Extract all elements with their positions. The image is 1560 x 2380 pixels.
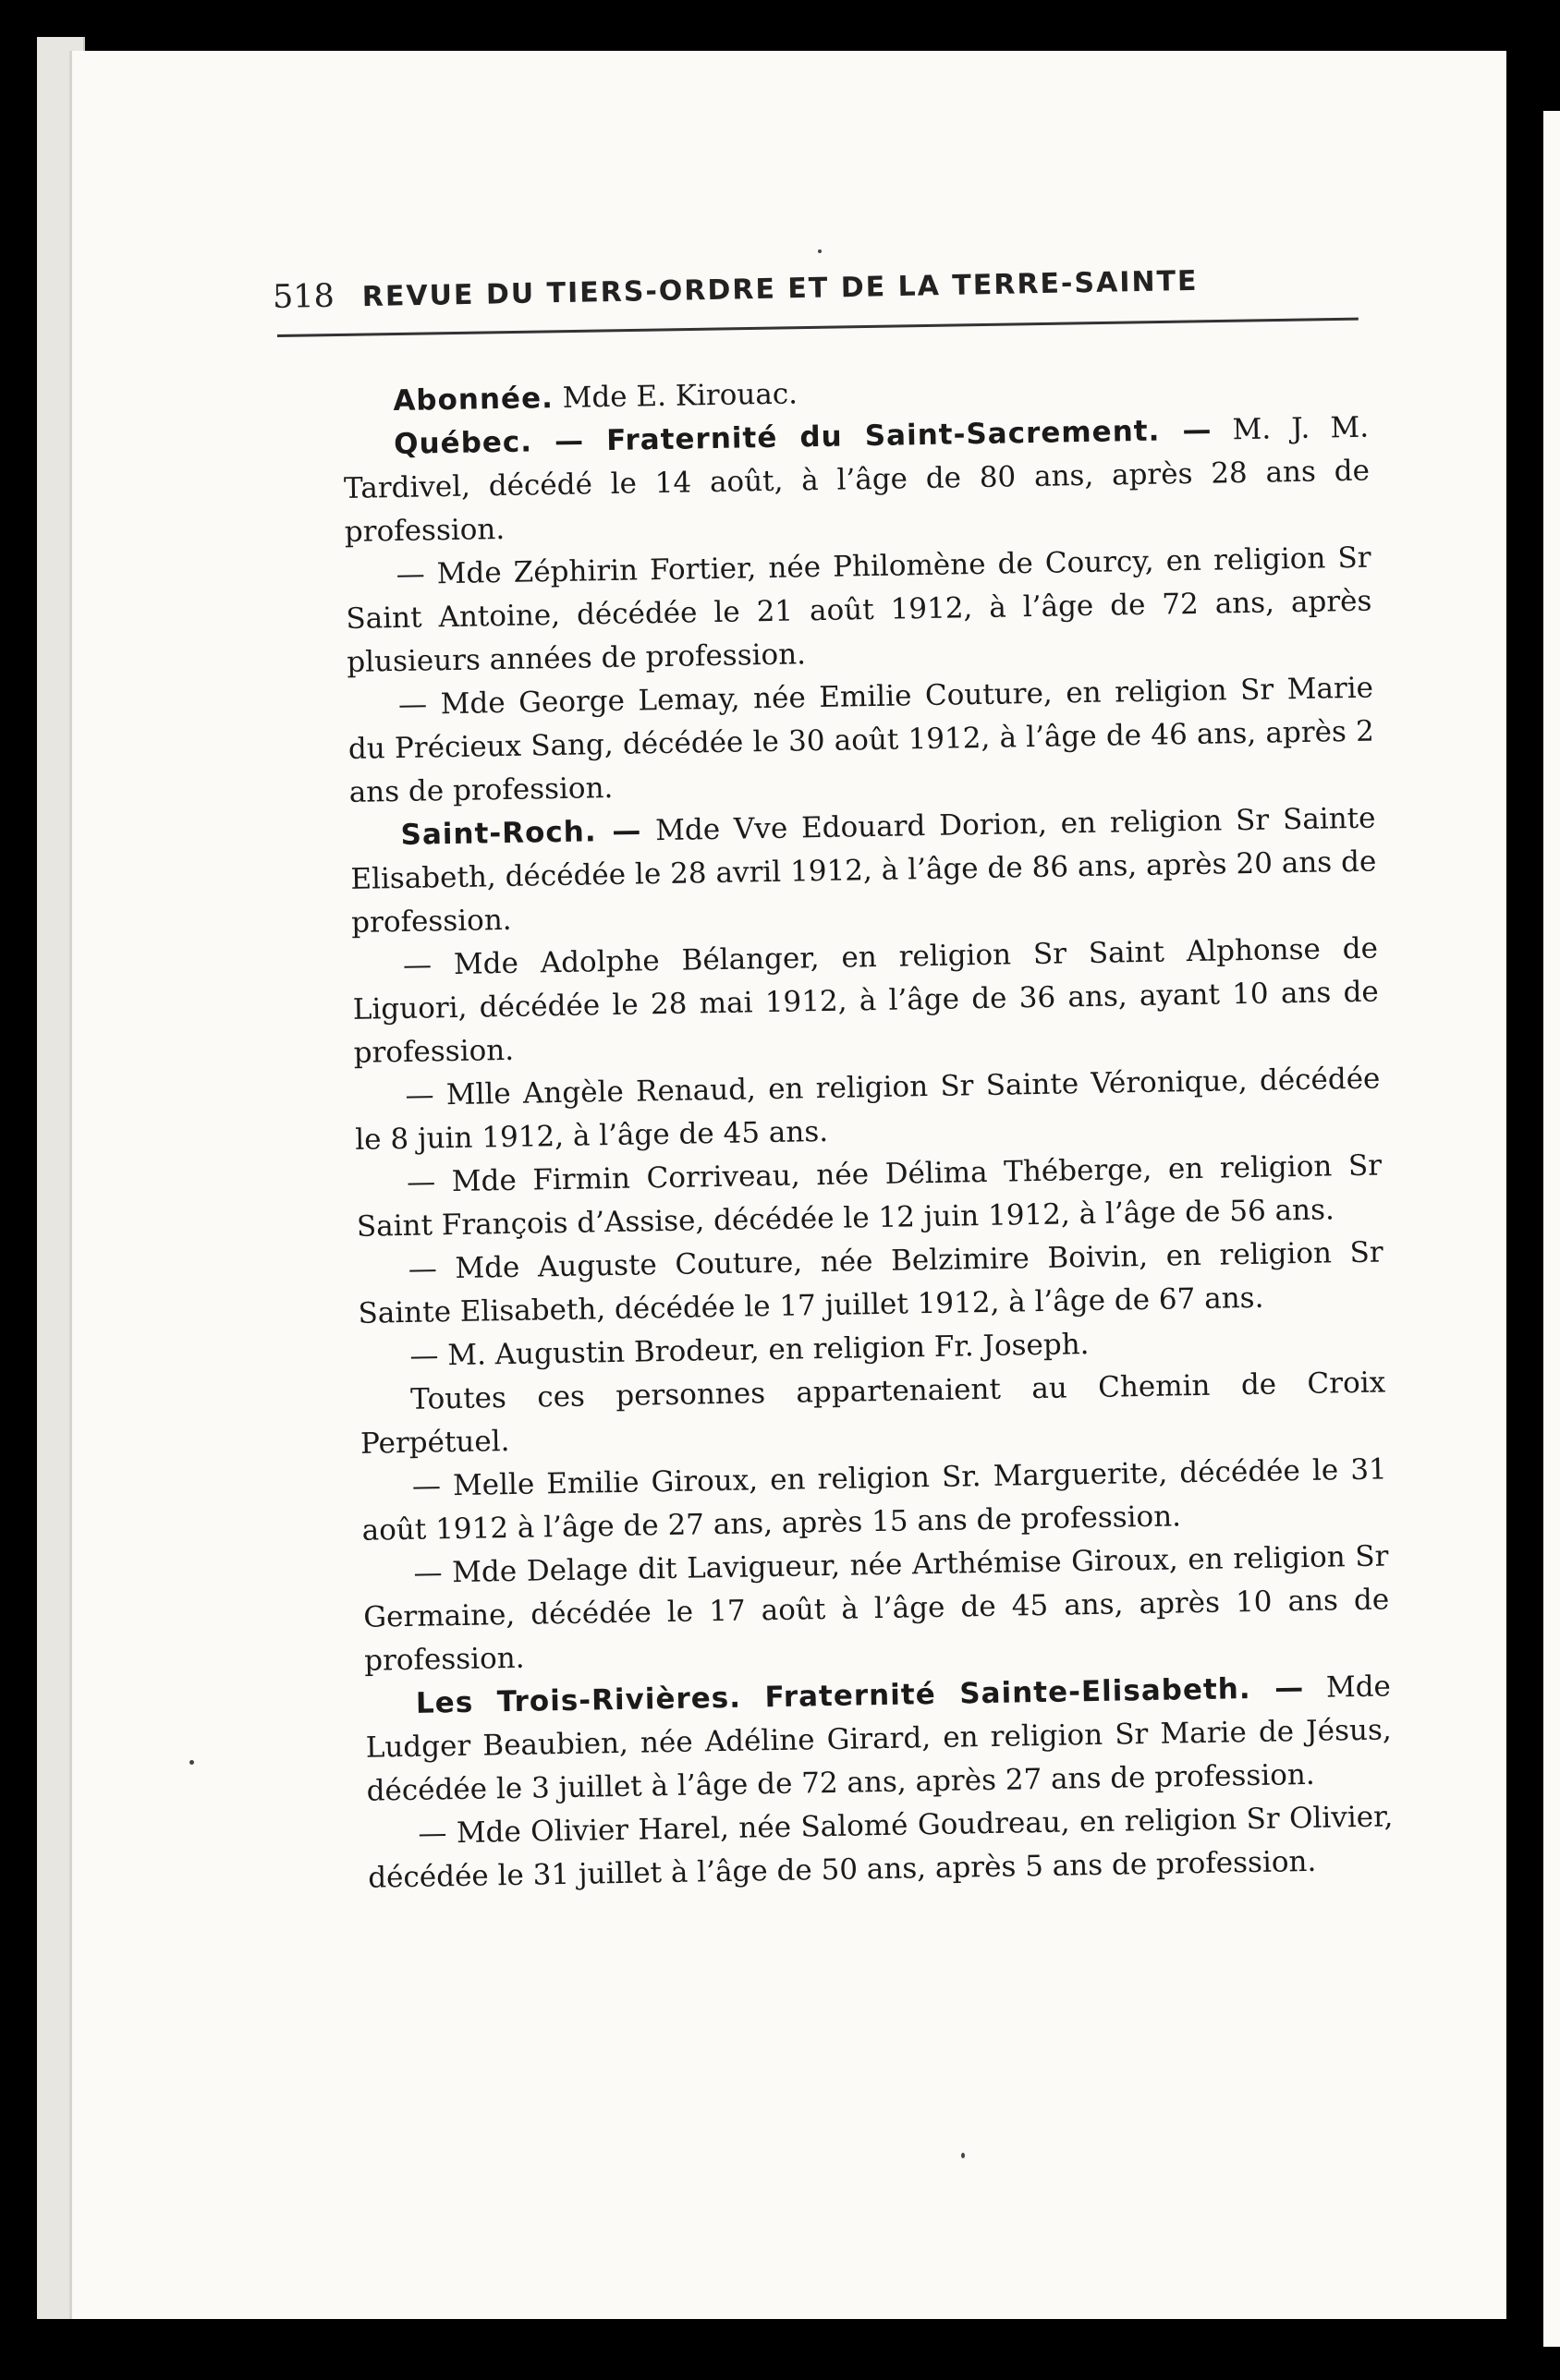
entry-text: Toutes ces personnes appartenaient au Chemin de Croix Perpétuel.: [360, 1366, 1386, 1461]
entry-quebec: [343, 407, 1371, 554]
entry-text: Mde Ludger Beaubien, née Adéline Girard, en religion Sr Marie de Jésus, décédée le 3 juillet à l’âge de 72 ans, après 27 ans de profession.: [365, 1670, 1392, 1808]
entry-text: — Mde Olivier Harel, née Salomé Goudreau, en religion Sr Olivier, décédée le 31 juillet à l’âge de 50 ans, après 5 ans de profession.: [367, 1800, 1394, 1895]
entry-heading: Les Trois-Rivières. Fraternité Sainte-Elisabeth. —: [415, 1671, 1305, 1720]
entry-text: M. J. M. Tardivel, décédé le 14 août, à l’âge de 80 ans, après 28 ans de profession.: [343, 410, 1371, 549]
entry-text: — Mde Firmin Corriveau, née Délima Théberge, en religion Sr Saint François d’Assise, décédée le 12 juin 1912, à l’âge de 56 ans.: [356, 1148, 1383, 1244]
entry-text: — Mde Adolphe Bélanger, en religion Sr Saint Alphonse de Liguori, décédée le 28 mai 1912, à l’âge de 36 ans, ayant 10 ans de profession.: [352, 931, 1380, 1070]
entry-text: Mde E. Kirouac.: [553, 377, 798, 416]
entry-text: — Mlle Angèle Renaud, en religion Sr Sainte Véronique, décédée le 8 juin 1912, à l’âge de 45 ans.: [355, 1062, 1381, 1157]
entry-heading: Québec. — Fraternité du Saint-Sacrement. —: [393, 413, 1213, 462]
entry-couture: [357, 1231, 1383, 1335]
next-page-edge: [1543, 111, 1560, 2347]
entry-heading: Saint-Roch. —: [400, 814, 642, 852]
ink-speck: [818, 249, 822, 253]
entry-lemay: [347, 667, 1375, 815]
entry-saint-roch: [349, 797, 1377, 945]
running-title: REVUE DU TIERS-ORDRE ET DE LA TERRE-SAINTE: [361, 264, 1199, 314]
entry-fortier: [345, 537, 1372, 685]
entry-delage: [362, 1535, 1390, 1682]
entry-heading: Abonnée.: [393, 382, 555, 419]
entry-text: — Melle Emilie Giroux, en religion Sr. Marguerite, décédée le 31 août 1912 à l’âge de 27 ans, après 15 ans de profession.: [361, 1452, 1388, 1548]
entry-belanger: [352, 928, 1380, 1075]
entry-text: — M. Augustin Brodeur, en religion Fr. Joseph.: [409, 1328, 1090, 1373]
entry-text: — Mde Zéphirin Fortier, née Philomène de Courcy, en religion Sr Saint Antoine, décédée le 21 août 1912, à l’âge de 72 ans, après plusieurs années de profession.: [346, 540, 1372, 679]
obituary-list: [342, 363, 1395, 1900]
entry-text: — Mde George Lemay, née Emilie Couture, en religion Sr Marie du Précieux Sang, décédée le 30 août 1912, à l’âge de 46 ans, après 2 ans de profession.: [347, 671, 1375, 809]
entry-harel: [367, 1795, 1394, 1900]
ink-speck: [189, 1760, 194, 1765]
entry-trois-rivieres: [365, 1665, 1393, 1813]
entry-text: — Mde Auguste Couture, née Belzimire Boivin, en religion Sr Sainte Elisabeth, décédée le 17 juillet 1912, à l’âge de 67 ans.: [358, 1235, 1383, 1330]
entry-text: — Mde Delage dit Lavigueur, née Arthémise Giroux, en religion Sr Germaine, décédée le 17 août à l’âge de 45 ans, après 10 ans de profession.: [363, 1539, 1390, 1678]
entry-text: Mde Vve Edouard Dorion, en religion Sr Sainte Elisabeth, décédée le 28 avril 1912, à l’âge de 86 ans, après 20 ans de profession.: [350, 801, 1377, 940]
ink-speck: [961, 2153, 965, 2158]
page-number: 518: [272, 277, 335, 316]
